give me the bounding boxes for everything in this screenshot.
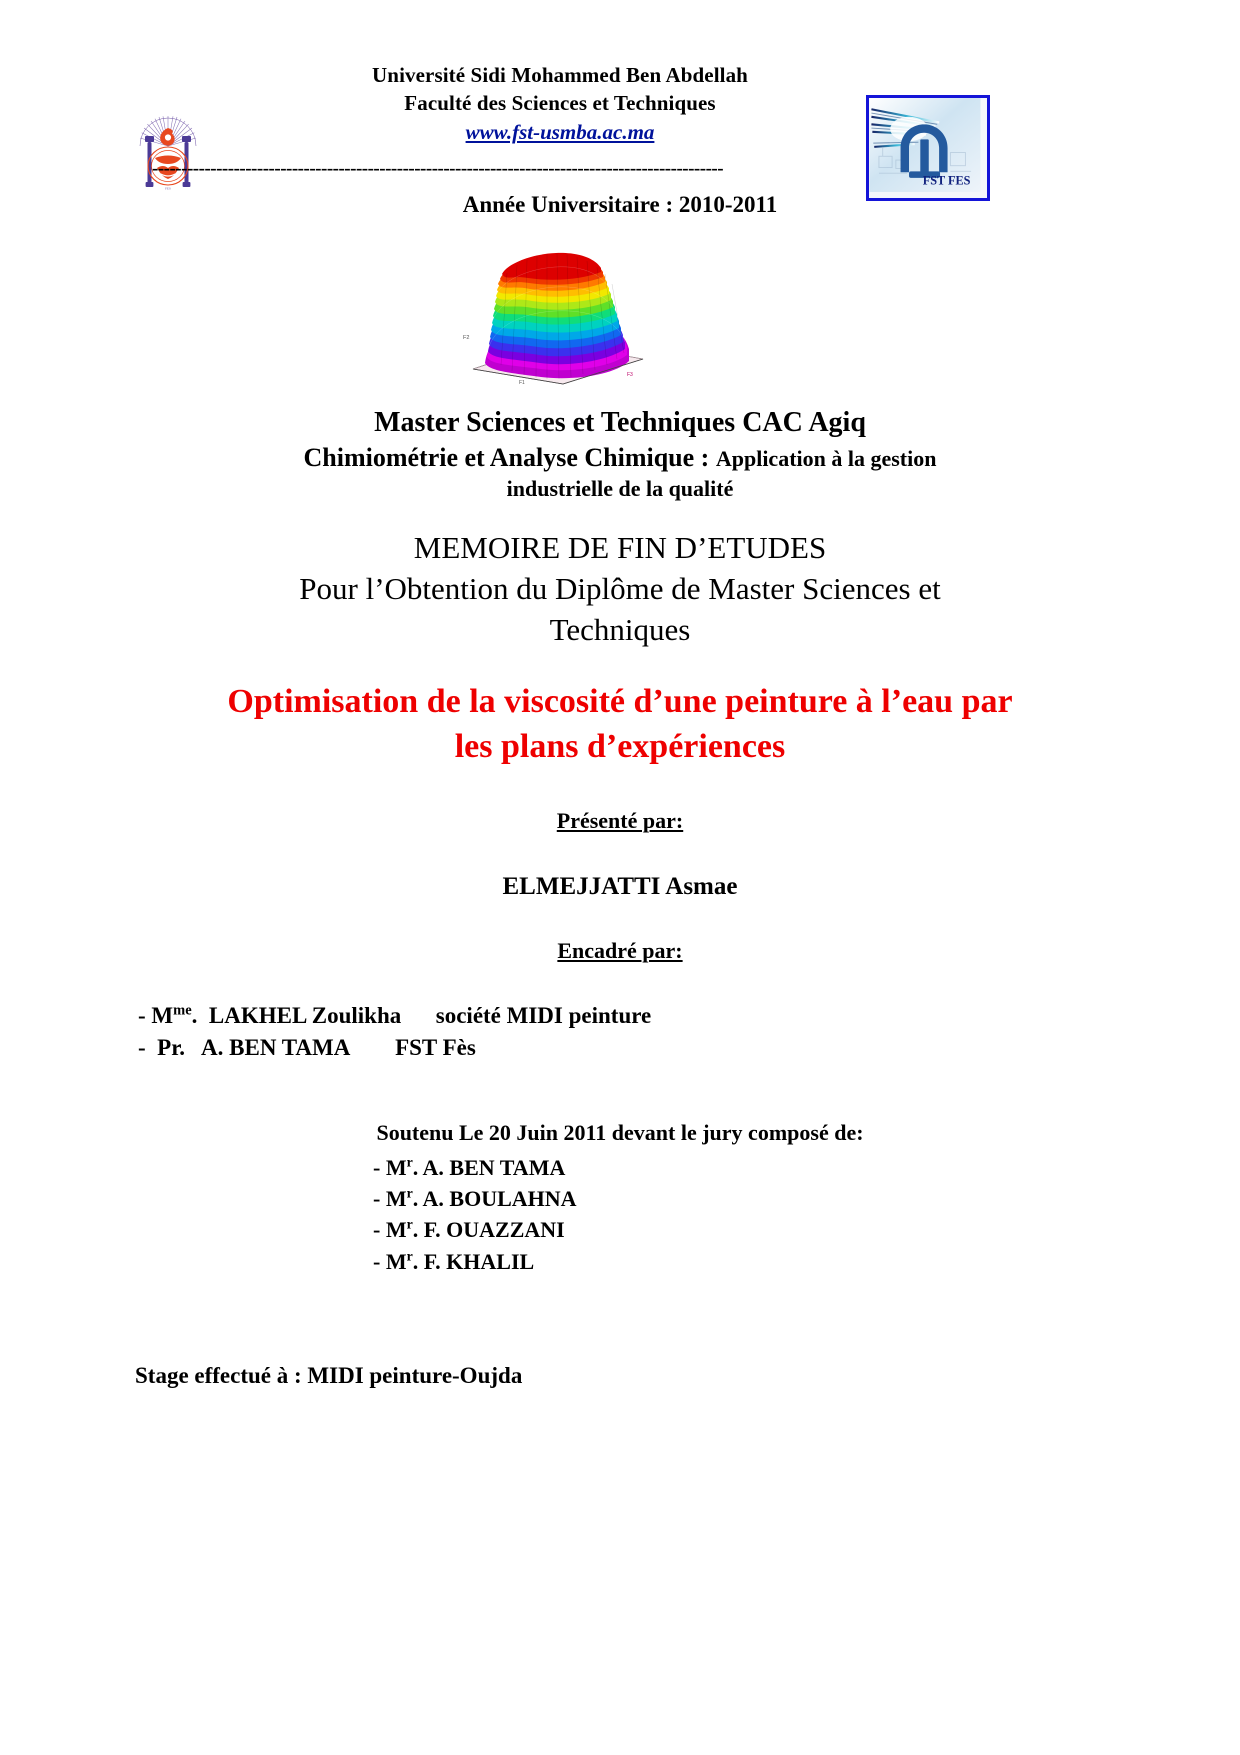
program-subtitle-rest: Application à la gestion (715, 446, 937, 472)
author-name: ELMEJJATTI Asmae (502, 873, 738, 900)
memoire-line-1: MEMOIRE DE FIN D’ETUDES (413, 530, 827, 565)
supervisor-prefix: - M (138, 1003, 174, 1028)
university-name: Université Sidi Mohammed Ben Abdellah (372, 63, 748, 87)
faculty-website-link[interactable]: www.fst-usmba.ac.ma (465, 120, 655, 145)
defense-heading: Soutenu Le 20 Juin 2011 devant le jury composé de: (376, 1120, 864, 1145)
jury-member-superscript: r (406, 1185, 413, 1201)
jury-member-superscript: r (406, 1217, 413, 1233)
supervised-by-label-text: Encadré par: (557, 938, 683, 963)
presented-by-label-text: Présenté par: (556, 808, 684, 833)
jury-member-name: . F. KHALIL (412, 1248, 535, 1274)
jury-member-prefix: - M (373, 1217, 407, 1243)
jury-member-prefix: - M (373, 1186, 407, 1212)
memoire-line-3: Techniques (549, 611, 691, 647)
jury-member-name: . A. BOULAHNA (412, 1186, 577, 1212)
thesis-title-line-1: Optimisation de la viscosité d’une peinture à l’eau par (227, 683, 1013, 720)
supervised-by-label (0, 938, 1240, 964)
supervisor-superscript: me (173, 1002, 192, 1019)
supervisor-name: A. BEN TAMA (185, 1034, 350, 1060)
program-title: Master Sciences et Techniques CAC Agiq (374, 407, 866, 438)
jury-member (373, 1246, 873, 1277)
jury-member-name: . F. OUAZZANI (412, 1217, 565, 1243)
thesis-title (90, 680, 1150, 770)
program-block (120, 405, 1120, 504)
program-subtitle (120, 441, 1120, 475)
document-header (0, 40, 1240, 191)
presented-by-label (0, 808, 1240, 834)
academic-year: Année Universitaire : 2010-2011 (462, 192, 778, 217)
supervisor-name: . LAKHEL Zoulikha (191, 1003, 402, 1028)
supervisor-item (138, 1000, 1038, 1032)
jury-member-superscript: r (406, 1154, 413, 1170)
program-subtitle-line3: industrielle de la qualité (506, 476, 734, 502)
program-subtitle-strong: Chimiométrie et Analyse Chimique : (303, 443, 716, 473)
supervisor-item (138, 1032, 1038, 1064)
supervisor-list (138, 1000, 1038, 1063)
memoire-block (120, 528, 1120, 651)
thesis-title-line-2: les plans d’expériences (454, 727, 786, 765)
jury-member-name: . A. BEN TAMA (412, 1155, 566, 1180)
fst-fes-logo-caption: FST FES (922, 173, 971, 188)
svg-text:FES: FES (165, 186, 171, 191)
faculty-name: Faculté des Sciences et Techniques (404, 90, 716, 115)
jury-member-prefix: - M (373, 1248, 407, 1274)
jury-member-prefix: - M (373, 1155, 407, 1180)
axis-label-f2: F2 (463, 335, 470, 341)
jury-member-superscript: r (406, 1248, 413, 1264)
jury-member (373, 1152, 873, 1183)
axis-label-f1: F1 (519, 380, 525, 386)
jury-member (373, 1183, 873, 1214)
supervisor-affiliation: FST Fès (395, 1034, 476, 1060)
axis-label-f3: F3 (627, 372, 633, 378)
fst-fes-logo (866, 95, 990, 201)
header-text-block (250, 62, 870, 147)
jury-member (373, 1214, 873, 1245)
header-divider: -------------------------------------------------------------------------------------------------- (152, 158, 724, 179)
jury-member-list (373, 1152, 873, 1277)
internship-line: Stage effectué à : MIDI peinture-Oujda (135, 1363, 523, 1388)
memoire-line-2: Pour l’Obtention du Diplôme de Master Sciences et (299, 570, 941, 606)
3d-response-surface-plot (455, 243, 660, 388)
supervisor-affiliation: société MIDI peinture (435, 1003, 652, 1028)
supervisor-prefix: - Pr. (138, 1034, 186, 1060)
